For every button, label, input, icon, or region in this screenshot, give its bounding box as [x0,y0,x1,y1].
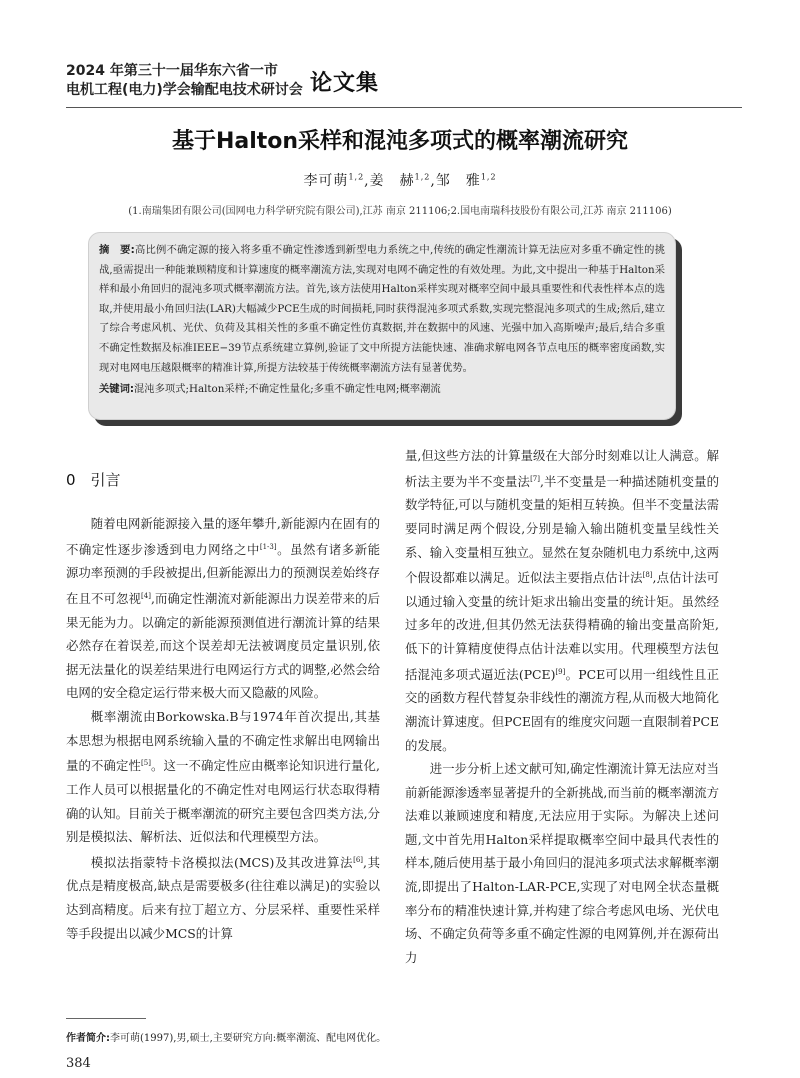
footnote-divider [66,1018,146,1019]
author-affiliation-mark: 1,2 [480,172,497,182]
author-affiliation-mark: 1,2 [348,172,365,182]
author-affiliation-mark: 1,2 [414,172,431,182]
abstract-box [88,232,676,420]
page-number: 384 [66,1056,91,1071]
author-list: 李可萌$^{1,2}$,姜 赫$^{1,2}$,邹 雅$^{1,2}$ [303,172,497,189]
affiliation: (1.南瑞集团有限公司(国网电力科学研究院有限公司),江苏 南京 211106;2.国电南瑞科技股份有限公司,江苏 南京 211106) [128,206,672,217]
author-bio-footnote [66,1029,386,1044]
conference-name-line-2: 电机工程(电力)学会输配电技术研讨会 [66,82,303,98]
keywords [99,380,665,400]
keywords-list: 混沌多项式;Halton采样;不确定性量化;多重不确定性电网;概率潮流 [134,383,441,396]
conference-name-line-1: 2024 年第三十一届华东六省一市 [66,63,278,79]
paper-title: 基于Halton采样和混沌多项式的概率潮流研究 [171,129,629,154]
body-paragraph: 随着电网新能源接入量的逐年攀升,新能源内在固有的不确定性逐步渗透到电力网络之中[1-3]。虽然有诸多新能源功率预测的手段被提出,但新能源出力的预测误差始终存在且不可忽视[4],而确定性潮流对新能源出力误差带来的后果无能为力。以确定的新能源预测值进行潮流计算的结果必然存在着误差,而这个误差却无法被调度员定量识别,依据无法量化的误差结果进行电网运行方式的调整,必然会给电网的安全稳定运行带来极大而又隐蔽的风险。 [66,516,381,701]
body-paragraph: 概率潮流由Borkowska.B与1974年首次提出,其基本思想为根据电网系统输入量的不确定性求解出电网输出量的不确定性[5]。这一不确定性应由概率论知识进行量化,工作人员可以根据量化的不确定性对电网运行状态取得精确的认知。目前关于概率潮流的研究主要包含四类方法,分别是模拟法、解析法、近似法和代理模型方法。 [66,709,380,845]
abstract-body: 高比例不确定源的接入将多重不确定性渗透到新型电力系统之中,传统的确定性潮流计算无法应对多重不确定性的挑战,亟需提出一种能兼顾精度和计算速度的概率潮流方法,实现对电网不确定性的有效处理。为此,文中提出一种基于Halton采样和最小角回归的混沌多项式概率潮流方法。首先,该方法使用Halton采样实现对概率空间中最具重要性和代表性样本点的选取,并使用最小角回归法(LAR)大幅减少PCE生成的时间损耗,同时获得混沌多项式系数,实现完整混沌多项式的生成;然后,建立了综合考虑风机、光伏、负荷及其相关性的多重不确定性仿真数据,并在数据中的风速、光强中加入高斯噪声;最后,结合多重不确定性数据及标准IEEE−39节点系统建立算例,验证了文中所提方法能快速、准确求解电网各节点电压的概率密度函数,实现对电网电压越限概率的精准计算,所提方法较基于传统概率潮流方法有显著优势。 [99,244,665,374]
author-name: 邹 雅 [435,173,481,189]
conference-header [66,62,746,104]
body-paragraph: 模拟法指蒙特卡洛模拟法(MCS)及其改进算法[6],其优点是精度极高,缺点是需要极多(往往难以满足)的实验以达到高精度。后来有拉丁超立方、分层采样、重要性采样等手段提出以减少MCS的计算 [66,854,380,941]
citation: [8] [642,571,653,580]
right-column [405,444,719,969]
body-paragraph: 量,但这些方法的计算量级在大部分时刻难以让人满意。解析法主要为半不变量法[7],半不变量是一种描述随机变量的数学特征,可以与随机变量的矩相互转换。但半不变量法需要同时满足两个假设,分别是输入输出随机变量呈线性关系、输入变量相互独立。显然在复杂随机电力系统中,这两个假设都难以满足。近似法主要指点估计法[8],点估计法可以通过输入变量的统计矩求出输出变量的统计矩。虽然经过多年的改进,但其仍然无法获得精确的输出变量高阶矩,低下的计算精度使得点估计法难以实用。代理模型方法包括混沌多项式逼近法(PCE)[9]。PCE可以用一组线性且正交的函数方程代替复杂非线性的潮流方程,从而极大地简化潮流计算速度。但PCE固有的维度灾问题一直限制着PCE的发展。 [405,448,719,753]
proceedings-label: 论文集 [310,71,380,96]
citation: [1-3] [259,542,277,551]
header-divider [66,107,742,108]
abstract-text [99,241,665,378]
citation: [5] [141,759,151,768]
footnote-label: 作者简介: [66,1033,110,1044]
keywords-label: 关键词: [99,383,135,396]
citation: [4] [141,591,151,600]
citation: [6] [353,855,364,864]
author-name: 李可萌 [303,173,349,189]
citation: [7] [530,474,540,483]
citation: [9] [555,667,566,676]
footnote-text: 李可萌(1997),男,硕士,主要研究方向:概率潮流、配电网优化。 [110,1033,387,1044]
left-column [66,512,380,945]
abstract-label: 摘 要: [99,244,135,256]
section-heading: 0 引言 [66,471,121,489]
author-name: 姜 赫 [369,173,415,189]
body-paragraph: 进一步分析上述文献可知,确定性潮流计算无法应对当前新能源渗透率显著提升的全新挑战,而当前的概率潮流方法难以兼顾速度和精度,无法应用于实际。为解决上述问题,文中首先用Halton采样提取概率空间中最具代表性的样本,随后使用基于最小角回归的混沌多项式法求解概率潮流,即提出了Halton-LAR-PCE,实现了对电网全状态量概率分布的精准快速计算,并构建了综合考虑风电场、光伏电场、不确定负荷等多重不确定性源的电网算例,并在源荷出力 [405,761,719,965]
